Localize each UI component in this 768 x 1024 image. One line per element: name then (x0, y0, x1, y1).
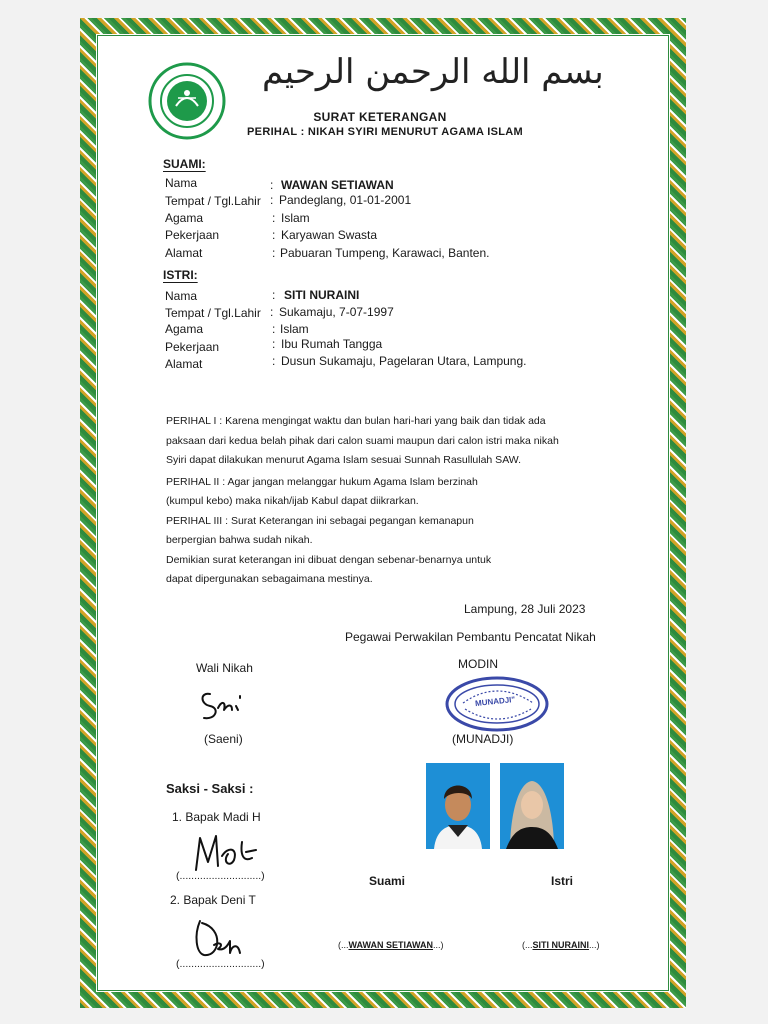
istri-colon: : (272, 322, 276, 336)
istri-label-pekerjaan: Pekerjaan (165, 340, 220, 354)
suami-label-pekerjaan: Pekerjaan (165, 228, 220, 242)
suami-colon: : (272, 211, 276, 225)
perihal-3-line: PERIHAL III : Surat Keterangan ini sebagai pegangan kemanapun (166, 515, 474, 527)
istri-label: Istri (551, 874, 574, 888)
istri-colon: : (272, 354, 276, 368)
suami-sign-line (338, 940, 444, 950)
istri-sign-suffix: ...) (589, 940, 600, 950)
modin-title: MODIN (458, 657, 498, 671)
perihal-2-line: (kumpul kebo) maka nikah/ijab Kabul dapat diikrarkan. (166, 495, 419, 507)
istri-value-nama: SITI NURAINI (284, 288, 360, 302)
wali-signature (196, 686, 256, 726)
perihal-3-line: berpergian bahwa sudah nikah. (166, 534, 313, 546)
perihal-1-line: PERIHAL I : Karena mengingat waktu dan bulan hari-hari yang baik dan tidak ada (166, 415, 546, 427)
suami-label: Suami (369, 874, 406, 888)
saksi-1: 1. Bapak Madi H (172, 810, 261, 824)
perihal-1-line: Syiri dapat dilakukan menurut Agama Islam sesuai Sunnah Rasullulah SAW. (166, 454, 522, 466)
istri-value-pekerjaan: Ibu Rumah Tangga (281, 337, 383, 351)
suami-colon: : (270, 178, 274, 192)
modin-name: (MUNADJI) (452, 732, 514, 746)
istri-label-agama: Agama (165, 322, 204, 336)
saksi-1-dotted-line: (............................) (176, 870, 265, 882)
istri-heading: ISTRI: (163, 268, 198, 282)
suami-label-ttl: Tempat / Tgl.Lahir (165, 194, 261, 208)
saksi-2: 2. Bapak Deni T (170, 893, 256, 907)
officer-title: Pegawai Perwakilan Pembantu Pencatat Nikah (345, 630, 596, 644)
istri-sign-prefix: (... (522, 940, 533, 950)
istri-label-ttl: Tempat / Tgl.Lahir (165, 306, 261, 320)
suami-heading: SUAMI: (163, 157, 206, 171)
suami-value-ttl: Pandeglang, 01-01-2001 (279, 193, 412, 207)
document-title: SURAT KETERANGAN (313, 110, 447, 124)
wali-name: (Saeni) (204, 732, 243, 746)
suami-value-pekerjaan: Karyawan Swasta (281, 228, 378, 242)
suami-label-agama: Agama (165, 211, 204, 225)
perihal-1-line: paksaan dari kedua belah pihak dari calon suami maupun dari calon istri maka nikah (166, 435, 559, 447)
istri-value-ttl: Sukamaju, 7-07-1997 (279, 305, 394, 319)
istri-value-agama: Islam (280, 322, 309, 336)
suami-label-nama: Nama (165, 176, 198, 190)
perihal-2-line: PERIHAL II : Agar jangan melanggar hukum Agama Islam berzinah (166, 476, 478, 488)
istri-photo (500, 763, 564, 849)
suami-value-alamat: Pabuaran Tumpeng, Karawaci, Banten. (280, 246, 490, 260)
istri-sign-name: SITI NURAINI (532, 940, 590, 950)
istri-colon: : (272, 288, 276, 302)
suami-colon: : (272, 228, 276, 242)
suami-colon: : (270, 193, 274, 207)
saksi-heading: Saksi - Saksi : (166, 781, 254, 796)
istri-colon: : (270, 305, 274, 319)
bismillah-calligraphy: بسم الله الرحمن الرحيم (262, 52, 604, 92)
istri-label-nama: Nama (165, 289, 198, 303)
saksi-2-signature (190, 915, 250, 961)
saksi-2-dotted-line: (............................) (176, 958, 265, 970)
suami-sign-prefix: (... (338, 940, 349, 950)
closing-line: dapat dipergunakan sebagaimana mestinya. (166, 573, 373, 585)
istri-colon: : (272, 337, 276, 351)
suami-value-nama: WAWAN SETIAWAN (281, 178, 394, 192)
suami-sign-suffix: ...) (433, 940, 444, 950)
wali-title: Wali Nikah (196, 661, 253, 675)
suami-label-alamat: Alamat (165, 246, 203, 260)
closing-line: Demikian surat keterangan ini dibuat dengan sebenar-benarnya untuk (166, 554, 492, 566)
istri-sign-line (522, 940, 600, 950)
saksi-1-signature (190, 832, 265, 874)
istri-label-alamat: Alamat (165, 357, 203, 371)
modin-stamp (445, 675, 550, 738)
suami-sign-name: WAWAN SETIAWAN (348, 940, 434, 950)
place-date: Lampung, 28 Juli 2023 (464, 602, 586, 616)
istri-value-alamat: Dusun Sukamaju, Pagelaran Utara, Lampung. (281, 354, 527, 368)
suami-colon: : (272, 246, 276, 260)
suami-photo (426, 763, 490, 849)
stamp-name: MUNADJI" (474, 694, 516, 709)
document-subtitle: PERIHAL : NIKAH SYIRI MENURUT AGAMA ISLAM (247, 126, 523, 138)
suami-value-agama: Islam (281, 211, 310, 225)
